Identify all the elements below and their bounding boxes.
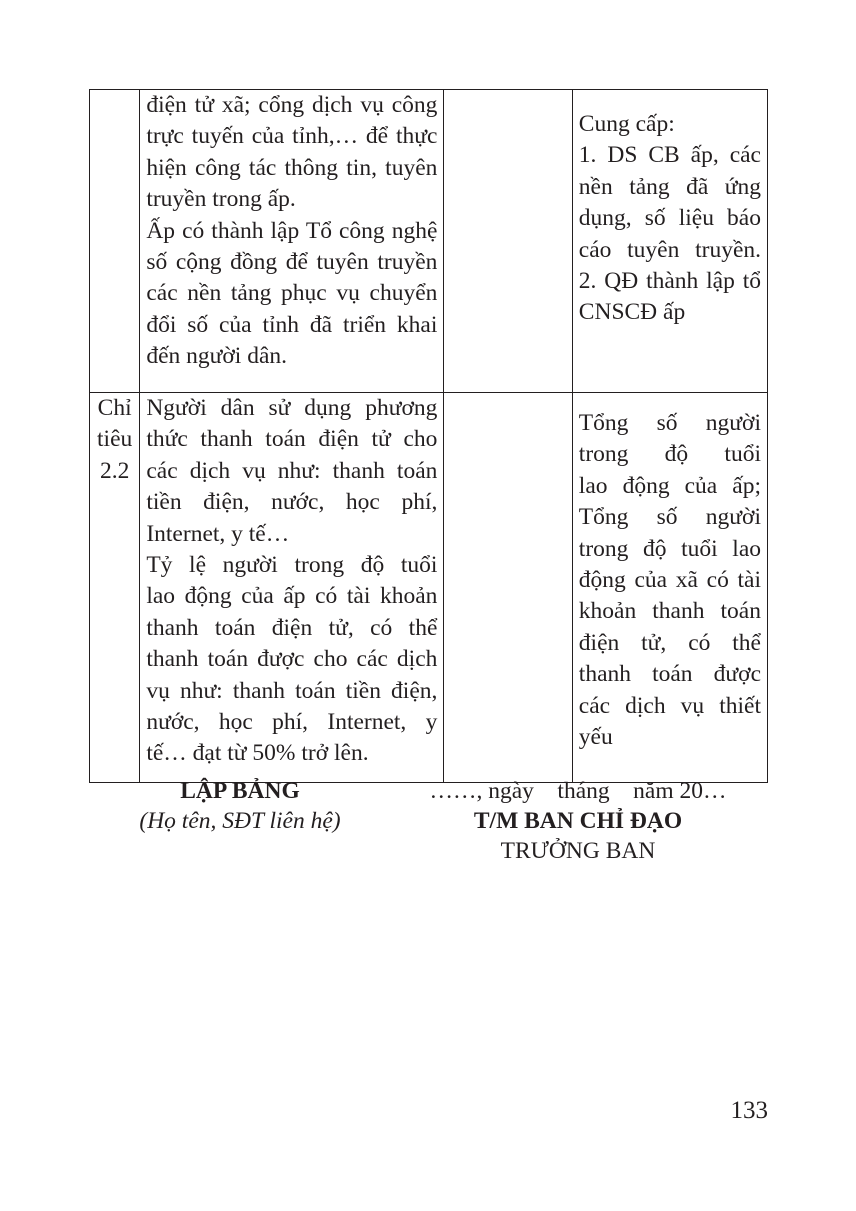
content-line: số cộng đồng để tuyên truyền (146, 249, 438, 276)
evidence-line: dụng, số liệu báo (578, 205, 761, 232)
content-line: đổi số của tỉnh đã triển khai (146, 311, 438, 338)
committee-title: T/M BAN CHỈ ĐẠO (473, 808, 683, 834)
content-cell (140, 393, 444, 783)
evidence-line: 1. DS CB ấp, các (578, 142, 761, 169)
criterion-cell (90, 90, 140, 393)
content-line: nước, học phí, Internet, y (146, 709, 438, 736)
content-line: tế… đạt từ 50% trở lên. (146, 740, 369, 767)
evidence-line: Tổng số người (578, 410, 761, 436)
evidence-line: điện tử, có thể (578, 629, 761, 656)
evidence-line: CNSCĐ ấp (578, 299, 686, 326)
content-line: tiền điện, nước, học phí, (146, 489, 438, 516)
content-line: Tỷ lệ người trong độ tuổi (146, 552, 438, 579)
prepared-by-title: LẬP BẢNG (180, 778, 300, 804)
evidence-line: Cung cấp: (578, 111, 675, 137)
evidence-line: trong độ tuổi lao (578, 535, 761, 562)
date-line: ……, ngày tháng năm 20… (429, 778, 727, 804)
content-line: truyền trong ấp. (146, 186, 296, 213)
content-line: Người dân sử dụng phương (146, 395, 438, 421)
criterion-cell (90, 393, 140, 783)
evidence-line: khoản thanh toán (578, 598, 761, 625)
evidence-line: 2. QĐ thành lập tổ (578, 268, 761, 295)
evidence-line: trong độ tuổi (578, 441, 761, 468)
criteria-table (89, 89, 768, 783)
content-line: Ấp có thành lập Tổ công nghệ (146, 217, 438, 244)
evidence-line: thanh toán được (578, 661, 761, 688)
evidence-line: cáo tuyên truyền. (578, 236, 761, 263)
table-row (90, 393, 768, 783)
empty-cell (444, 393, 572, 783)
evidence-cell (572, 90, 767, 393)
approval-block (398, 776, 758, 866)
empty-cell (444, 90, 572, 393)
content-line: Internet, y tế… (146, 520, 290, 547)
evidence-line: Tổng số người (578, 504, 761, 531)
criterion-line: tiêu (97, 426, 133, 453)
criterion-line: Chỉ (97, 395, 132, 421)
head-title: TRƯỞNG BAN (500, 838, 656, 864)
criterion-line: 2.2 (99, 457, 130, 484)
content-line: các nền tảng phục vụ chuyển (146, 280, 438, 307)
evidence-line: yếu (578, 724, 613, 751)
evidence-line: lao động của ấp; (578, 472, 761, 499)
content-line: trực tuyến của tỉnh,… để thực (146, 123, 438, 150)
content-line: thức thanh toán điện tử cho (146, 426, 438, 453)
content-line: thanh toán được cho các dịch (146, 646, 438, 673)
evidence-cell (572, 393, 767, 783)
evidence-line: các dịch vụ thiết (578, 692, 761, 719)
content-line: các dịch vụ như: thanh toán (146, 457, 438, 484)
evidence-line: nền tảng đã ứng (578, 173, 761, 200)
content-line: điện tử xã; cổng dịch vụ công (146, 92, 438, 118)
prepared-by-block (130, 776, 350, 836)
evidence-line: động của xã có tài (578, 567, 761, 594)
content-line: hiện công tác thông tin, tuyên (146, 154, 438, 181)
prepared-by-note: (Họ tên, SĐT liên hệ) (139, 808, 341, 834)
content-line: thanh toán điện tử, có thể (146, 614, 438, 641)
page-number: 133 (730, 1097, 768, 1124)
content-line: đến người dân. (146, 343, 288, 370)
content-cell (140, 90, 444, 393)
content-line: vụ như: thanh toán tiền điện, (146, 677, 438, 704)
content-line: lao động của ấp có tài khoản (146, 583, 438, 610)
table-row (90, 90, 768, 393)
